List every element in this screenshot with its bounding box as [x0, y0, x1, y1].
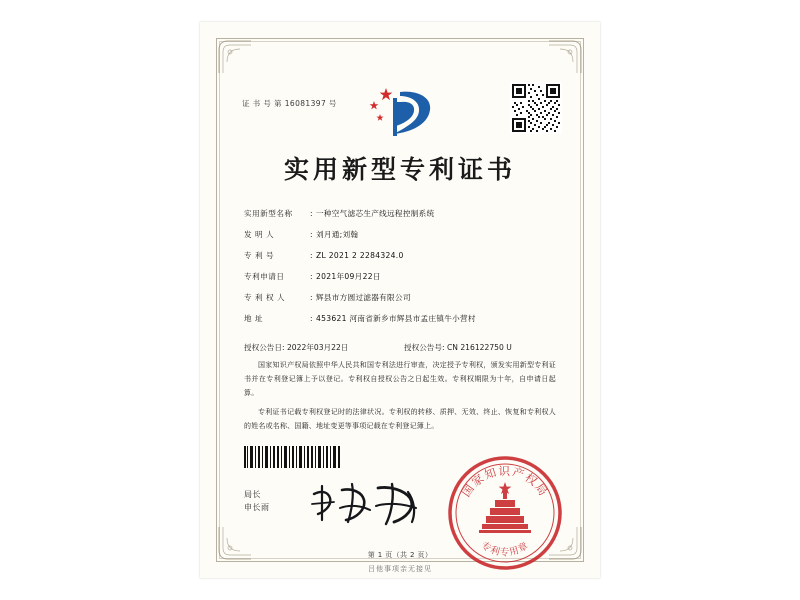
field-grant-number: 授权公告号: CN 216122750 U [404, 343, 512, 352]
field-value: 2022年03月22日 [286, 343, 349, 352]
director-signature-icon [308, 480, 428, 526]
field-inventor [244, 229, 556, 250]
svg-text:国家知识产权局: 国家知识产权局 [458, 464, 552, 500]
svg-text:专利专用章: 专利专用章 [478, 540, 532, 559]
director-name-label: 申长雨 [244, 503, 270, 512]
field-colon: : [310, 251, 313, 260]
signature-labels [244, 488, 270, 514]
field-value: CN 216122750 U [446, 343, 512, 352]
field-utility-model-name [244, 208, 556, 229]
page-indicator: 第 1 页（共 2 页） [367, 551, 433, 559]
field-label: 授权公告日 [244, 343, 282, 352]
qr-code-icon [510, 82, 562, 134]
field-label: 实用新型名称 [244, 209, 293, 218]
field-label: 授权公告号 [404, 343, 442, 352]
field-label: 专 利 权 人 [244, 293, 286, 302]
document-title: 实用新型专利证书 [283, 155, 516, 184]
field-value: 刘月通;刘翰 [316, 230, 359, 239]
field-label: 专 利 号 [244, 251, 275, 260]
field-value: 辉县市方圆过滤器有限公司 [316, 293, 411, 302]
field-colon: : [310, 293, 313, 302]
field-address [244, 313, 556, 334]
legal-paragraph: 专利证书记载专利权登记时的法律状况。专利权的转移、质押、无效、终止、恢复和专利权人的姓名或名称、国籍、地址变更等事项记载在专利登记簿上。 [244, 408, 556, 430]
field-application-date [244, 271, 556, 292]
field-colon: : [310, 272, 313, 281]
director-title-label: 局长 [244, 490, 261, 499]
certificate-number: 证 书 号 第 16081397 号 [242, 99, 337, 108]
field-value: ZL 2021 2 2284324.0 [316, 251, 404, 260]
legal-text-block [244, 358, 556, 438]
field-colon: : [310, 230, 313, 239]
field-value: 一种空气滤芯生产线远程控制系统 [316, 209, 435, 218]
barcode-icon [244, 446, 340, 468]
patent-office-emblem-icon [360, 84, 440, 142]
corner-ornament-icon [218, 40, 252, 74]
field-patent-number [244, 250, 556, 271]
field-colon: : [310, 209, 313, 218]
patent-fields-block [244, 208, 556, 364]
field-grant-date: 授权公告日: 2022年03月22日 [244, 343, 349, 352]
footer-note: 吕他事项亲无接见 [368, 565, 432, 573]
field-value: 453621 河南省新乡市辉县市孟庄镇牛小营村 [316, 314, 476, 323]
corner-ornament-icon [548, 40, 582, 74]
legal-paragraph: 国家知识产权局依照中华人民共和国专利法进行审查，决定授予专利权，颁发实用新型专利证书并在专利登记簿上予以登记。专利权自授权公告之日起生效。专利权期限为十年，自申请日起算。 [244, 361, 556, 397]
field-patentee [244, 292, 556, 313]
field-label: 地 址 [244, 314, 264, 323]
patent-certificate-document [200, 22, 600, 578]
field-label: 专利申请日 [244, 272, 285, 281]
field-value: 2021年09月22日 [316, 272, 381, 281]
field-colon: : [310, 314, 313, 323]
field-label: 发 明 人 [244, 230, 275, 239]
